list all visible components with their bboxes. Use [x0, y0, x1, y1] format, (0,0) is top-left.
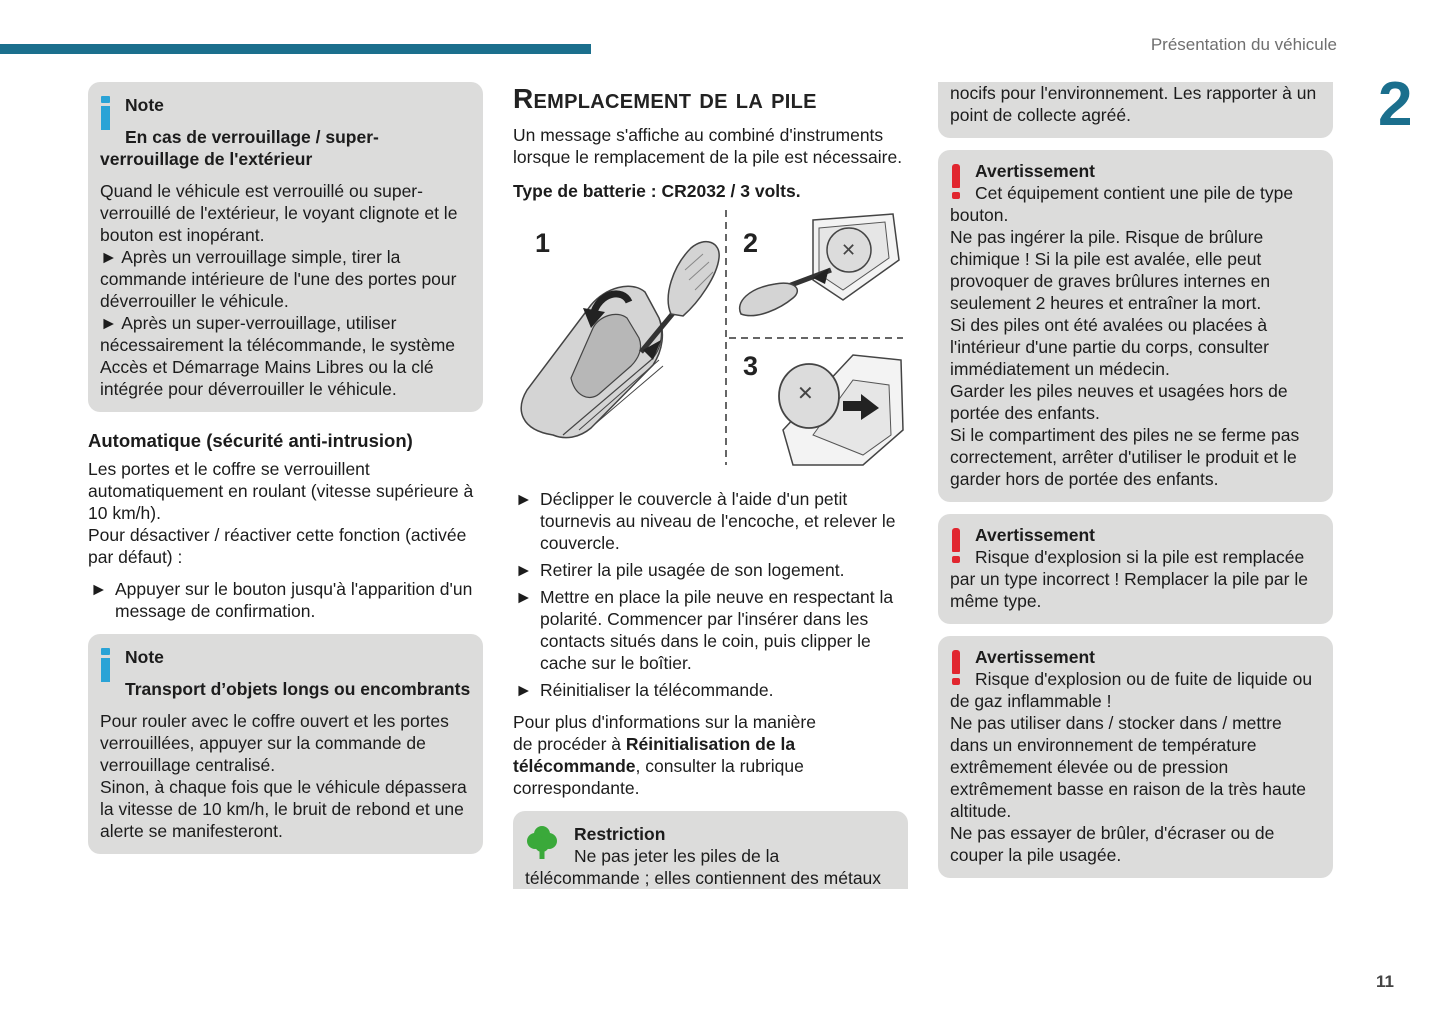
battery-removal-drawing: [779, 355, 903, 465]
bullet-arrow-icon: ►: [90, 579, 108, 599]
bullet-arrow-icon: ►: [515, 587, 533, 607]
svg-text:✕: ✕: [841, 240, 857, 260]
warning-text: Risque d'explosion si la pile est remplacée par un type incorrect ! Remplacer la pile par le même type.: [950, 547, 1308, 611]
restriction-text: Ne pas jeter les piles de la télécommande ; elles contiennent des métaux: [525, 846, 882, 888]
section-title: Présentation du véhicule: [1150, 35, 1337, 54]
chapter-number: 2: [1378, 70, 1413, 139]
warning-text: Si des piles ont été avalées ou placées à l'intérieur d'une partie du corps, consulter immédiatement un médecin.: [950, 315, 1269, 379]
note-subheading: En cas de verrouillage / super-verrouillage de l'extérieur: [100, 127, 379, 169]
note-paragraph: Quand le véhicule est verrouillé ou super-verrouillé de l'extérieur, le voyant clignote et le bouton est inopérant.: [100, 181, 458, 245]
warning-text: Cet équipement contient une pile de type bouton.: [950, 183, 1294, 225]
step-item: ► Mettre en place la pile neuve en respectant la polarité. Commencer par l'insérer dans les contacts situés dans le coin, puis clipper le cache sur le boîtier.: [515, 587, 894, 673]
warning-heading: Avertissement: [975, 525, 1095, 545]
note-paragraph: ► Après un verrouillage simple, tirer la commande intérieure de l'une des portes pour déverrouiller le véhicule.: [100, 247, 457, 311]
step-item: ► Déclipper le couvercle à l'aide d'un petit tournevis au niveau de l'encoche, et relever le couvercle.: [515, 489, 896, 553]
warning-box-ingestion: [938, 150, 1333, 502]
bullet-arrow-icon: ►: [515, 680, 533, 700]
note-box-locking: [88, 82, 483, 412]
warning-text: Risque d'explosion ou de fuite de liquide ou de gaz inflammable !: [950, 669, 1313, 711]
note-subheading: Transport d’objets longs ou encombrants: [125, 679, 471, 699]
column-middle: [513, 82, 908, 889]
bullet-arrow-icon: ►: [515, 489, 533, 509]
reference-link: Réinitialisation de la télécommande: [513, 734, 796, 776]
restriction-heading: Restriction: [574, 824, 666, 844]
column-right: [938, 82, 1333, 878]
note-paragraph: Sinon, à chaque fois que le véhicule dépassera la vitesse de 10 km/h, le bruit de rebond et une alerte se manifesteront.: [100, 777, 467, 841]
step-item: ► Réinitialiser la télécommande.: [515, 680, 774, 700]
column-left: [88, 82, 483, 854]
step-label-2: 2: [743, 228, 759, 258]
auto-lock-paragraph: Pour désactiver / réactiver cette fonction (activée par défaut) :: [88, 525, 467, 567]
intro-paragraph: Un message s'affiche au combiné d'instruments lorsque le remplacement de la pile est nécessaire.: [513, 125, 903, 167]
auto-lock-paragraph: Les portes et le coffre se verrouillent automatiquement en roulant (vitesse supérieure à 10 km/h).: [88, 459, 474, 523]
tree-icon: [527, 825, 557, 859]
warning-text: Si le compartiment des piles ne se ferme pas correctement, arrêter d'utiliser le produit et le garder hors de portée des enfants.: [950, 425, 1300, 489]
auto-lock-heading: Automatique (sécurité anti-intrusion): [88, 430, 413, 451]
note-paragraph: ► Après un super-verrouillage, utiliser nécessairement la télécommande, le système Accès et Démarrage Mains Libres ou la clé intégrée pour déverrouiller le véhicule.: [100, 313, 456, 399]
bullet-arrow-icon: ►: [515, 560, 533, 580]
warning-box-incorrect-type: [938, 514, 1333, 624]
battery-replacement-illustration: [513, 210, 908, 470]
warning-text: Ne pas ingérer la pile. Risque de brûlure chimique ! Si la pile est avalée, elle peut provoquer de graves brûlures internes en seulement 2 heures et entraîner la mort.: [950, 227, 1271, 313]
more-info-paragraph: Pour plus d'informations sur la manière de procéder à Réinitialisation de la télécommande, consulter la rubrique correspondante.: [513, 712, 816, 798]
warning-text: Garder les piles neuves et usagées hors de portée des enfants.: [950, 381, 1288, 423]
svg-text:✕: ✕: [797, 383, 814, 405]
page-number: 11: [1376, 972, 1394, 991]
warning-text: Ne pas utiliser dans / stocker dans / mettre dans un environnement de température extrêmement élevée ou de pression extrêmement basse en raison de la très haute altitude.: [950, 713, 1307, 821]
warning-box-explosion: [938, 636, 1333, 878]
warning-icon: [950, 164, 962, 198]
warning-heading: Avertissement: [975, 647, 1095, 667]
auto-lock-bullet: ► Appuyer sur le bouton jusqu'à l'apparition d'un message de confirmation.: [90, 579, 473, 621]
restriction-continued-text: nocifs pour l'environnement. Les rapporter à un point de collecte agréé.: [950, 83, 1317, 125]
key-fob-drawing: [521, 242, 719, 438]
restriction-box: [513, 811, 908, 889]
warning-icon: [950, 528, 962, 562]
step-item: ► Retirer la pile usagée de son logement.: [515, 560, 845, 580]
page-title: Remplacement de la pile: [513, 83, 817, 114]
warning-text: Ne pas essayer de brûler, d'écraser ou de couper la pile usagée.: [950, 823, 1275, 865]
note-paragraph: Pour rouler avec le coffre ouvert et les portes verrouillées, appuyer sur la commande de verrouillage centralisé.: [100, 711, 449, 775]
info-icon: [100, 648, 110, 682]
step-label-3: 3: [743, 351, 759, 381]
step-label-1: 1: [535, 228, 551, 258]
note-heading: Note: [125, 647, 164, 667]
warning-icon: [950, 650, 962, 684]
info-icon: [100, 96, 110, 130]
battery-compartment-drawing: [740, 214, 899, 316]
note-heading: Note: [125, 95, 164, 115]
battery-type: Type de batterie : CR2032 / 3 volts.: [513, 181, 801, 201]
restriction-box-continued: [938, 82, 1333, 138]
header-accent-bar: [0, 44, 591, 54]
note-box-transport: [88, 634, 483, 854]
warning-heading: Avertissement: [975, 161, 1095, 181]
